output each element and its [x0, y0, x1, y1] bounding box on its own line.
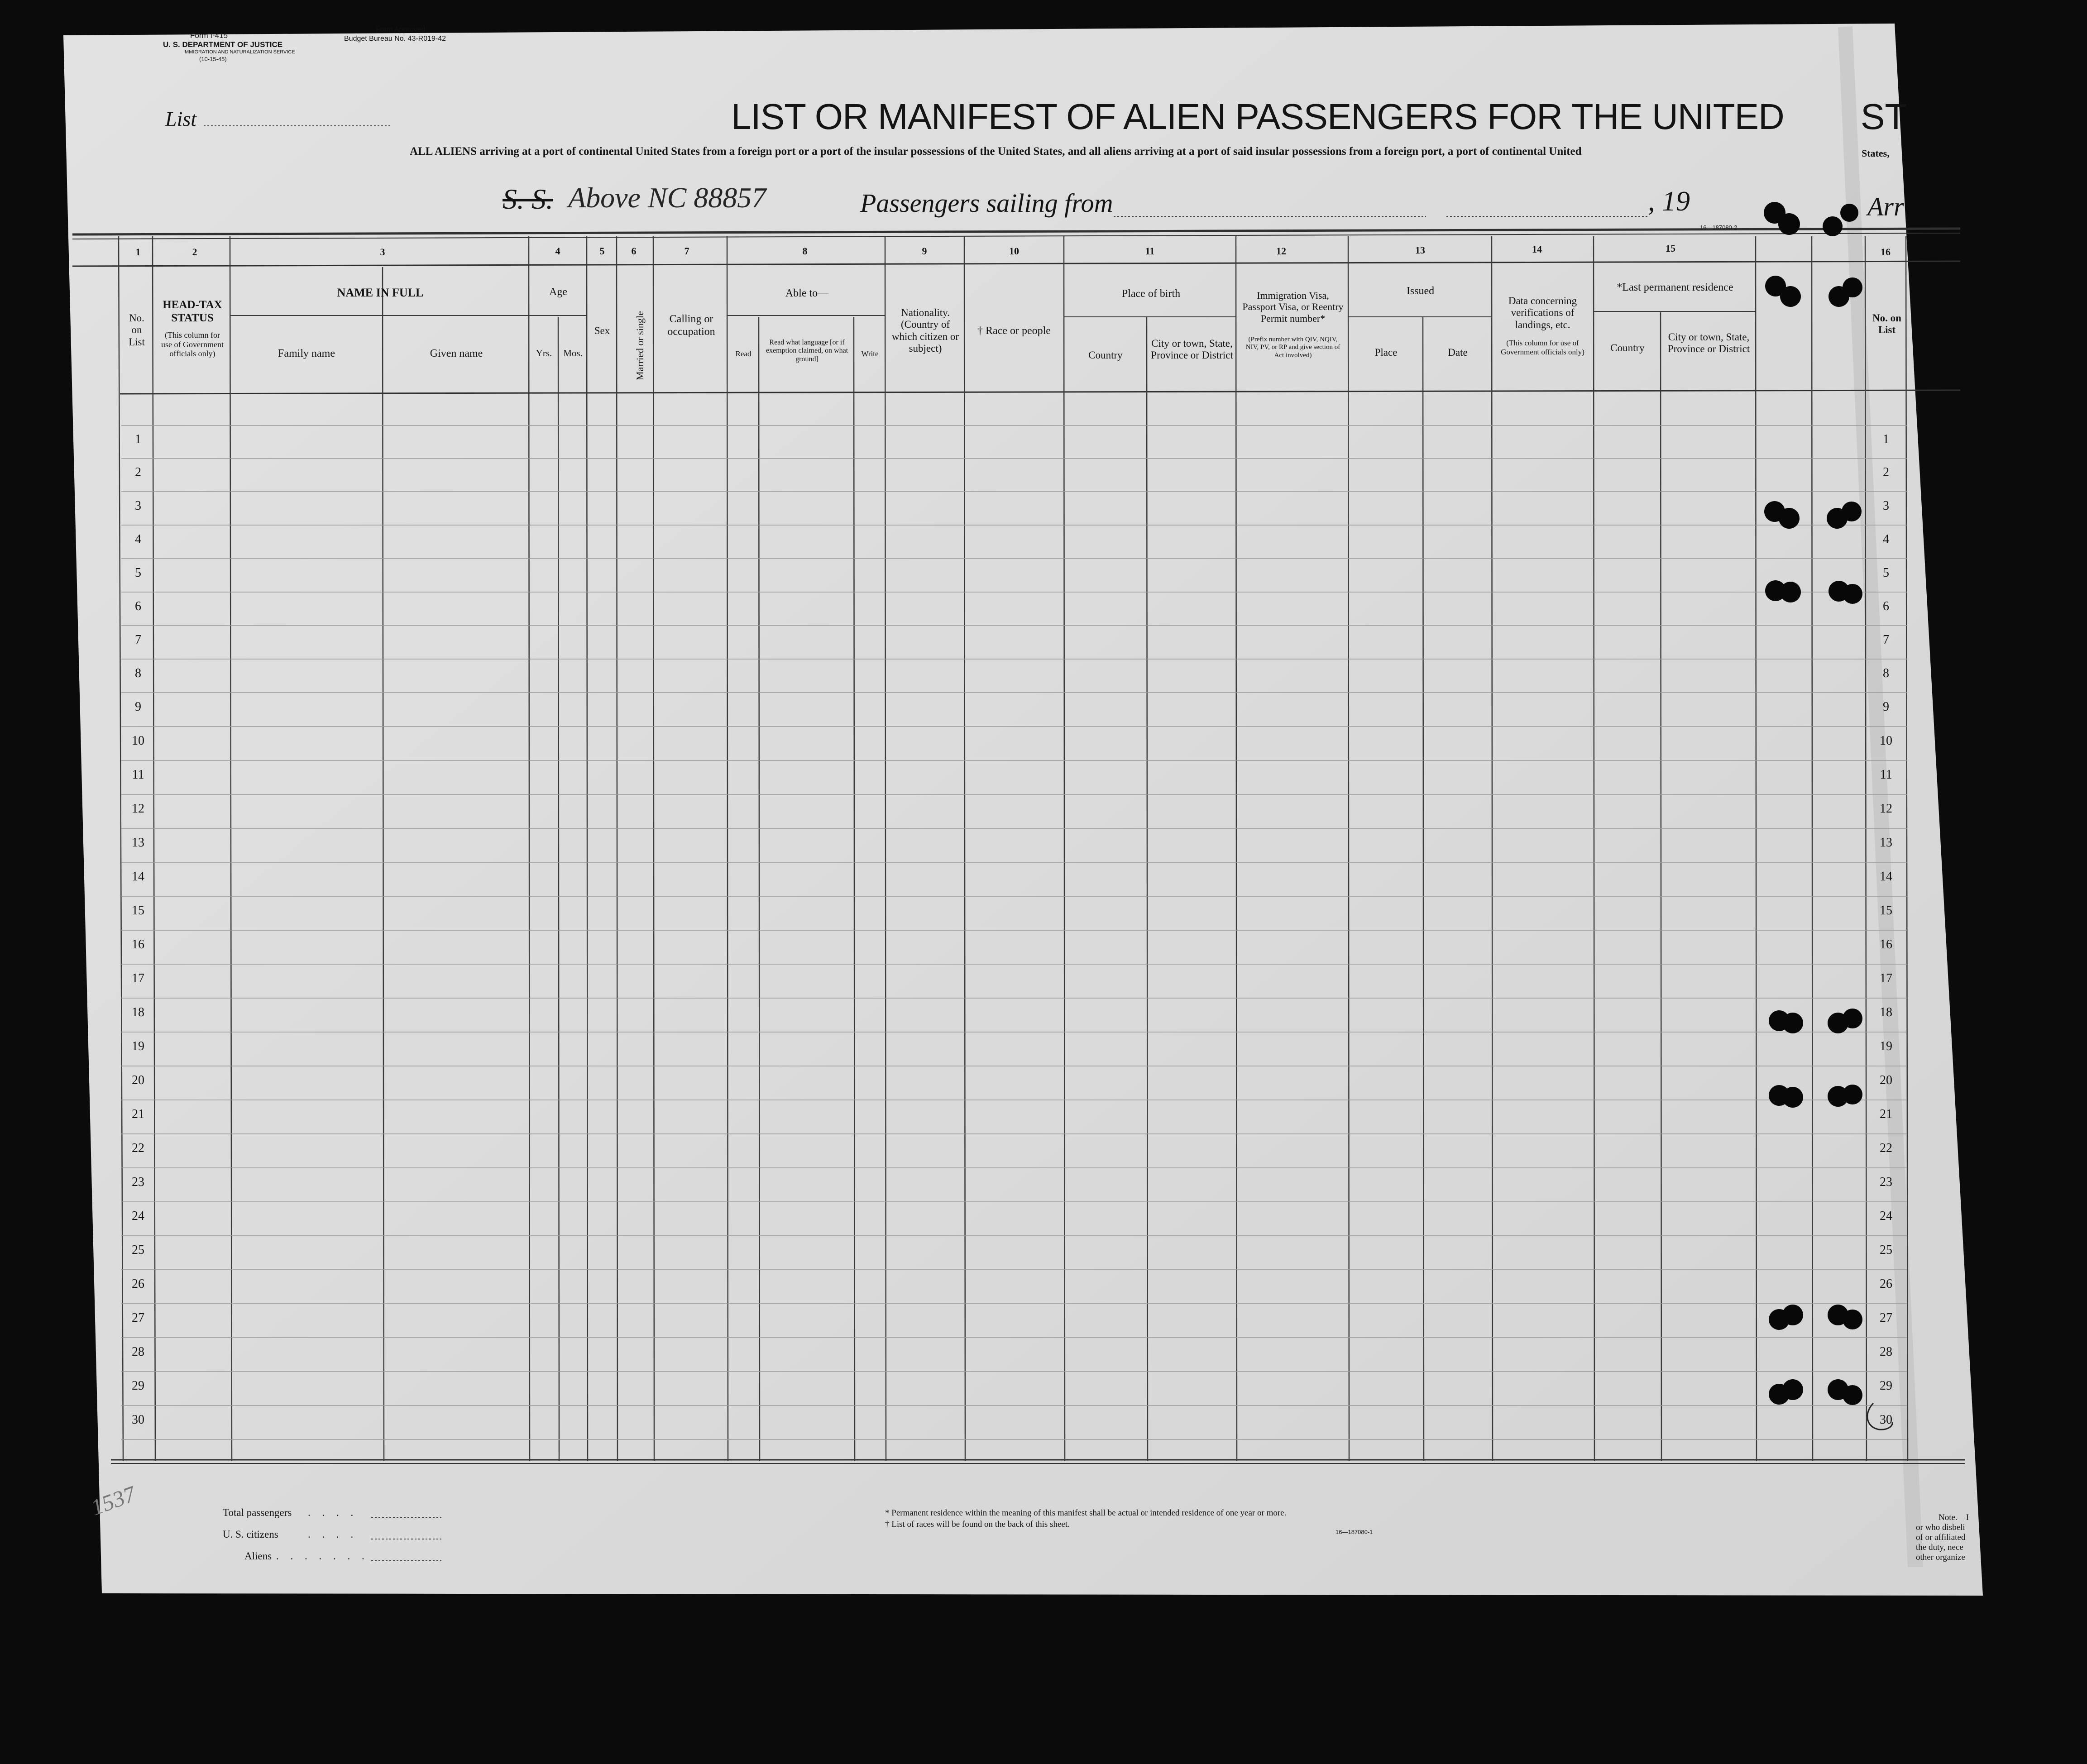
- service-name: IMMIGRATION AND NATURALIZATION SERVICE: [183, 49, 295, 55]
- total-passengers-label: Total passengers: [223, 1507, 292, 1518]
- row-number-right: 24: [1880, 1209, 1892, 1223]
- note-line-5: other organize: [1916, 1553, 1965, 1562]
- header-married: Married or single: [634, 311, 646, 380]
- header-age: Age: [549, 286, 567, 298]
- row-number-right: 23: [1880, 1175, 1892, 1189]
- row-number-right: 26: [1880, 1277, 1892, 1291]
- header-last-residence: *Last permanent residence: [1617, 282, 1733, 293]
- row-number-right: 1: [1883, 432, 1889, 446]
- header-no-on-list-right: No. on List: [1872, 312, 1901, 336]
- header-family-name: Family name: [278, 348, 335, 359]
- row-number-right: 22: [1880, 1141, 1892, 1155]
- row-number-right: 5: [1883, 566, 1889, 580]
- row-number-right: 7: [1883, 633, 1889, 647]
- row-number: 13: [132, 836, 144, 850]
- row-number: 28: [132, 1345, 144, 1359]
- column-number-2: 2: [192, 246, 197, 258]
- column-number-5: 5: [599, 245, 605, 257]
- row-number: 5: [135, 566, 141, 580]
- row-number-right: 13: [1880, 836, 1892, 850]
- year-prefix: , 19: [1648, 186, 1690, 217]
- row-number: 21: [132, 1107, 144, 1121]
- row-number-right: 12: [1880, 802, 1892, 816]
- column-number-8: 8: [802, 245, 808, 257]
- row-number-right: 25: [1880, 1243, 1892, 1257]
- header-nationality: Nationality. (Country of which citizen or subject): [891, 307, 959, 354]
- header-issued-place: Place: [1374, 347, 1398, 358]
- row-number: 4: [135, 532, 141, 546]
- row-number-right: 3: [1883, 499, 1889, 513]
- row-number-right: 29: [1880, 1379, 1892, 1393]
- row-number: 14: [132, 870, 144, 884]
- row-number: 3: [135, 499, 141, 513]
- row-number: 1: [135, 432, 141, 446]
- us-citizens-dots: . . . .: [308, 1529, 358, 1540]
- header-birth-city: City or town, State, Province or District: [1151, 338, 1233, 361]
- column-number-9: 9: [922, 245, 927, 257]
- column-number-6: 6: [631, 245, 637, 257]
- row-number-right: 2: [1883, 465, 1889, 479]
- arriving-partial: Arr: [1867, 192, 1904, 221]
- header-read-language: Read what language [or if exemption claimed, on what ground]: [766, 339, 848, 363]
- form-date: (10-15-45): [199, 56, 227, 62]
- sailing-label: Passengers sailing from: [860, 188, 1113, 218]
- row-number-right: 20: [1880, 1073, 1892, 1087]
- header-place-of-birth: Place of birth: [1121, 288, 1181, 300]
- footnote-residence: * Permanent residence within the meaning of this manifest shall be actual or intended residence of one year or more.: [885, 1508, 1287, 1518]
- row-number-right: 18: [1880, 1005, 1892, 1019]
- department-name: U. S. DEPARTMENT OF JUSTICE: [163, 40, 283, 49]
- print-code-top: 16—187080-2: [1700, 224, 1738, 231]
- footnote-races: † List of races will be found on the back of this sheet.: [885, 1520, 1070, 1529]
- column-number-3: 3: [380, 246, 385, 258]
- row-number-right: 14: [1880, 870, 1892, 884]
- row-number: 17: [132, 971, 144, 985]
- approval-line-2: Budget Bureau No. 43-R019-42: [344, 35, 446, 43]
- row-number: 12: [132, 802, 144, 816]
- column-number-14: 14: [1532, 244, 1542, 255]
- header-able-to: Able to—: [785, 287, 829, 299]
- row-number: 18: [132, 1005, 144, 1019]
- manifest-title-continued: ST: [1861, 96, 1907, 137]
- approval-line-1: Form Approved: [376, 26, 426, 33]
- note-line-1: Note.—I: [1939, 1513, 1969, 1522]
- manifest-subtitle: ALL ALIENS arriving at a port of continental United States from a foreign port or a port of the insular possessions of the United States, and all aliens arriving at a port of said insular possessions from a foreign port, a port of continental United: [410, 145, 1582, 158]
- row-number: 19: [132, 1039, 144, 1053]
- header-read: Read: [735, 349, 752, 358]
- form-number: Form I-415: [190, 31, 228, 40]
- header-head-tax: HEAD-TAX STATUS: [163, 299, 222, 324]
- us-citizens-label: U. S. citizens: [223, 1529, 278, 1540]
- row-number-right: 4: [1883, 532, 1889, 546]
- row-number-right: 8: [1883, 666, 1889, 680]
- total-passengers-dots: . . . .: [308, 1507, 358, 1518]
- row-number: 23: [132, 1175, 144, 1189]
- header-race: † Race or people: [977, 325, 1051, 337]
- aliens-dots: . . . . . . .: [276, 1550, 369, 1562]
- row-number: 27: [132, 1311, 144, 1325]
- row-number: 29: [132, 1379, 144, 1393]
- row-number: 24: [132, 1209, 144, 1223]
- row-number-right: 21: [1880, 1107, 1892, 1121]
- row-number: 30: [132, 1413, 144, 1427]
- row-number-right: 6: [1883, 599, 1889, 613]
- column-number-16: 16: [1881, 246, 1891, 258]
- ship-name-handwritten: Above NC 88857: [568, 182, 766, 214]
- row-number: 25: [132, 1243, 144, 1257]
- header-birth-country: Country: [1088, 349, 1123, 361]
- row-number: 6: [135, 599, 141, 613]
- row-number: 20: [132, 1073, 144, 1087]
- manifest-subtitle-continued: States,: [1862, 148, 1890, 159]
- row-number-right: 15: [1880, 904, 1892, 918]
- column-number-11: 11: [1145, 245, 1155, 257]
- list-label: List: [165, 107, 197, 130]
- row-number-right: 16: [1880, 937, 1892, 951]
- header-sex: Sex: [594, 325, 610, 336]
- print-code-bottom: 16—187080-1: [1335, 1529, 1373, 1535]
- header-no-on-list: No. on List: [129, 312, 145, 348]
- ship-prefix: S. S.: [503, 183, 553, 215]
- row-number-right: 30: [1880, 1413, 1892, 1427]
- row-number-right: 19: [1880, 1039, 1892, 1053]
- header-calling: Calling or occupation: [667, 313, 715, 338]
- row-number: 8: [135, 666, 141, 680]
- row-number: 22: [132, 1141, 144, 1155]
- header-verifications: Data concerning verifications of landings, etc.: [1508, 295, 1577, 330]
- aliens-label: Aliens: [244, 1550, 272, 1562]
- row-number: 16: [132, 937, 144, 951]
- column-number-10: 10: [1009, 245, 1019, 257]
- row-number: 9: [135, 700, 141, 714]
- column-number-12: 12: [1276, 245, 1286, 257]
- header-residence-city: City or town, State, Province or District: [1667, 331, 1750, 355]
- header-write: Write: [861, 349, 879, 358]
- row-number-right: 10: [1880, 734, 1892, 748]
- row-number: 15: [132, 904, 144, 918]
- header-verifications-note: (This column for use of Government officials only): [1501, 339, 1584, 356]
- column-number-15: 15: [1666, 243, 1675, 254]
- note-line-2: or who disbeli: [1916, 1523, 1965, 1532]
- note-line-4: the duty, nece: [1916, 1543, 1963, 1552]
- header-issued: Issued: [1406, 285, 1435, 297]
- paper: [63, 24, 1983, 1596]
- column-number-1: 1: [135, 246, 141, 258]
- header-head-tax-note: (This column for use of Government officials only): [161, 330, 224, 359]
- header-residence-country: Country: [1610, 342, 1645, 354]
- manifest-title: LIST OR MANIFEST OF ALIEN PASSENGERS FOR THE UNITED: [731, 96, 1784, 137]
- row-number: 26: [132, 1277, 144, 1291]
- row-number: 7: [135, 633, 141, 647]
- column-number-13: 13: [1415, 244, 1425, 256]
- header-visa: Immigration Visa, Passport Visa, or Reentry Permit number*: [1242, 290, 1344, 324]
- header-name-in-full: NAME IN FULL: [337, 286, 424, 299]
- note-line-3: of or affiliated: [1916, 1533, 1966, 1542]
- header-issued-date: Date: [1448, 347, 1468, 358]
- column-number-4: 4: [555, 245, 560, 257]
- header-visa-note: (Prefix number with QIV, NQIV, NIV, PV, or RP and give section of Act involved): [1245, 336, 1340, 359]
- row-number: 10: [132, 734, 144, 748]
- row-number-right: 9: [1883, 700, 1889, 714]
- row-number: 2: [135, 465, 141, 479]
- row-number: 11: [132, 768, 144, 782]
- row-number-right: 11: [1880, 768, 1892, 782]
- row-number-right: 17: [1880, 971, 1892, 985]
- header-yrs: Yrs.: [536, 348, 552, 359]
- column-number-7: 7: [684, 245, 689, 257]
- header-mos: Mos.: [563, 348, 583, 359]
- header-given-name: Given name: [430, 348, 483, 359]
- row-number-right: 28: [1880, 1345, 1892, 1359]
- row-number-right: 27: [1880, 1311, 1892, 1325]
- margin-handwritten-number: 1537: [87, 1481, 139, 1520]
